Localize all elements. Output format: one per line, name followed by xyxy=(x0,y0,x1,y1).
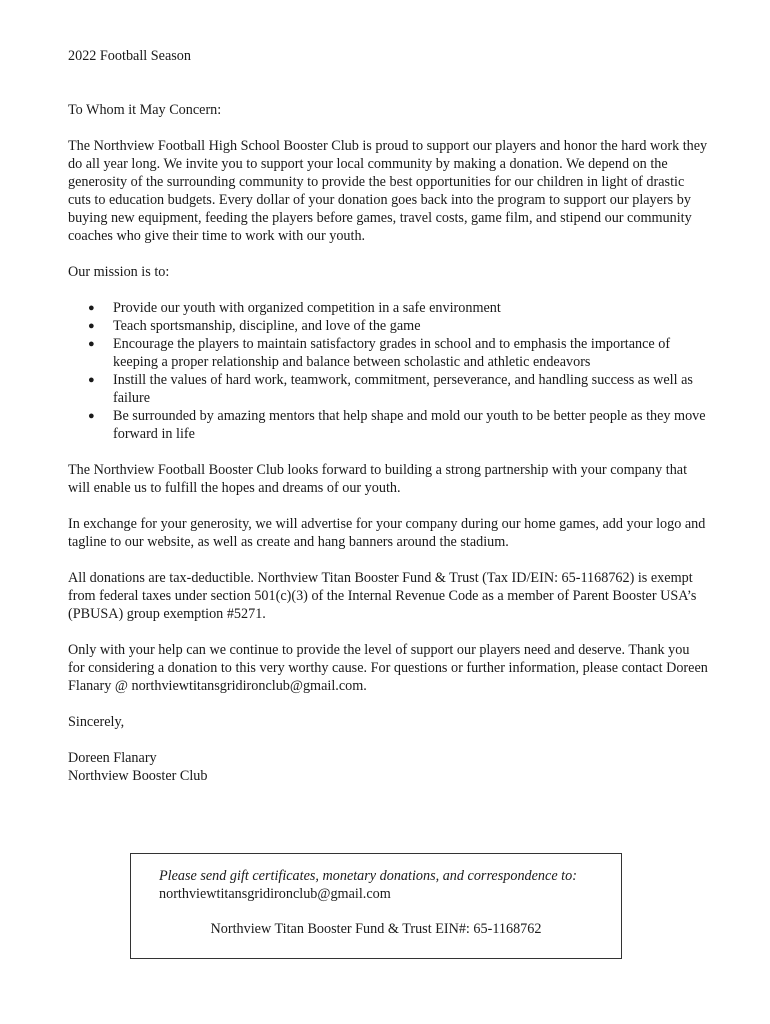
mission-item-text: Be surrounded by amazing mentors that help shape and mold our youth to be better people as they move forward in life xyxy=(113,408,706,442)
closing: Sincerely, xyxy=(68,714,125,730)
mission-item-text: Provide our youth with organized competition in a safe environment xyxy=(113,300,501,316)
intro-paragraph: The Northview Football High School Booster Club is proud to support our players and honor the hard work they do all year long. We invite you to support your local community by making a donation. We depend on the generosity of the surrounding community to provide the best opportunities for our children in light of drastic cuts to education budgets. Every dollar of your donation goes back into the program to support our players by buying new equipment, feeding the players before games, travel costs, game film, and stipend our community coaches who give their time to work with our youth. xyxy=(68,138,708,244)
mission-item xyxy=(68,335,708,371)
tax-paragraph: All donations are tax-deductible. Northview Titan Booster Fund & Trust (Tax ID/EIN: 65-1168762) is exempt from federal taxes under section 501(c)(3) of the Internal Revenue Code as a member of Parent Booster USA’s (PBUSA) group exemption #5271. xyxy=(68,570,697,622)
mission-list xyxy=(68,299,708,443)
bullet-icon: ● xyxy=(88,320,95,332)
bullet-icon: ● xyxy=(88,374,95,386)
season-heading: 2022 Football Season xyxy=(68,48,191,64)
contact-instruction: Please send gift certificates, monetary donations, and correspondence to: xyxy=(159,868,577,884)
mission-item xyxy=(68,407,708,443)
mission-intro: Our mission is to: xyxy=(68,264,170,280)
bullet-icon: ● xyxy=(88,410,95,422)
signer-name: Doreen Flanary xyxy=(68,750,157,766)
signer-org: Northview Booster Club xyxy=(68,768,208,784)
bullet-icon: ● xyxy=(88,338,95,350)
salutation: To Whom it May Concern: xyxy=(68,102,222,118)
bullet-icon: ● xyxy=(88,302,95,314)
letter-body xyxy=(68,47,708,785)
mission-item xyxy=(68,371,708,407)
mission-item-text: Encourage the players to maintain satisfactory grades in school and to emphasis the importance of keeping a proper relationship and balance between scholastic and athletic endeavors xyxy=(113,336,671,370)
contact-box xyxy=(130,853,622,959)
thanks-paragraph: Only with your help can we continue to provide the level of support our players need and deserve. Thank you for considering a donation to this very worthy cause. For questions or further information, please contact Doreen Flanary @ northviewtitansgridironclub@gmail.com. xyxy=(68,642,708,694)
contact-email: northviewtitansgridironclub@gmail.com xyxy=(159,886,391,902)
mission-item xyxy=(68,317,708,335)
mission-item xyxy=(68,299,708,317)
ein-line: Northview Titan Booster Fund & Trust EIN#: 65-1168762 xyxy=(210,921,542,937)
mission-item-text: Instill the values of hard work, teamwork, commitment, perseverance, and handling success as well as failure xyxy=(113,372,693,406)
mission-item-text: Teach sportsmanship, discipline, and love of the game xyxy=(113,318,421,334)
advertising-paragraph: In exchange for your generosity, we will advertise for your company during our home games, add your logo and tagline to our website, as well as create and hang banners around the stadium. xyxy=(68,516,706,550)
partnership-paragraph: The Northview Football Booster Club looks forward to building a strong partnership with your company that will enable us to fulfill the hopes and dreams of our youth. xyxy=(68,462,688,496)
